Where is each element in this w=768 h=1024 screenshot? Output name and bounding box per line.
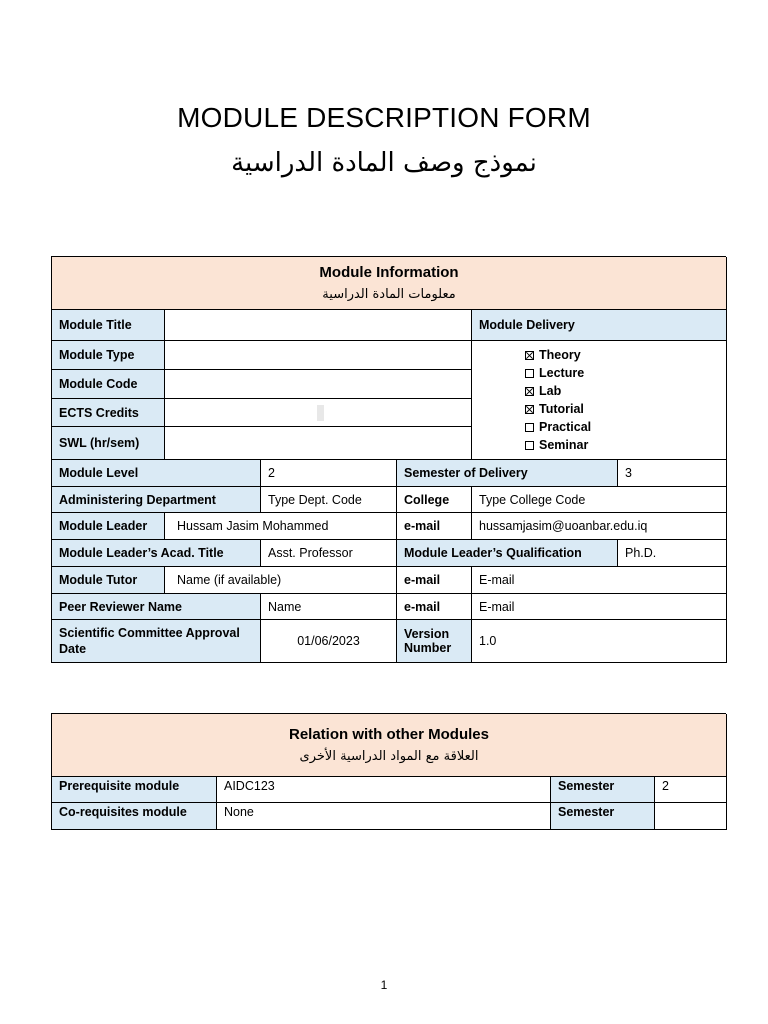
college-value[interactable]: Type College Code: [472, 487, 727, 513]
semester-of-delivery-label: Semester of Delivery: [397, 460, 618, 487]
module-level-label: Module Level: [52, 460, 261, 487]
delivery-option-label: Tutorial: [539, 402, 584, 416]
prerequisite-semester-label: Semester: [551, 777, 655, 803]
text-cursor-mark: [317, 405, 324, 421]
module-title-value[interactable]: [165, 310, 472, 341]
checkbox-icon: [525, 387, 534, 396]
corequisite-semester-value[interactable]: [655, 803, 727, 830]
delivery-option-practical[interactable]: [525, 418, 591, 436]
tutor-email-value[interactable]: E-mail: [472, 567, 727, 594]
page-number: 1: [380, 978, 388, 992]
relation-modules-table: [51, 713, 726, 830]
module-information-table: [51, 256, 726, 663]
delivery-option-label: Seminar: [539, 438, 589, 452]
semester-of-delivery-value[interactable]: 3: [618, 460, 727, 487]
checkbox-icon: [525, 351, 534, 360]
peer-reviewer-label: Peer Reviewer Name: [52, 594, 261, 620]
module-code-value[interactable]: [165, 370, 472, 399]
relation-header: [52, 714, 727, 777]
module-leader-value[interactable]: Hussam Jasim Mohammed: [165, 513, 397, 540]
approval-date-label: Scientific Committee Approval Date: [52, 620, 261, 663]
module-delivery-options: [472, 341, 727, 460]
approval-date-value[interactable]: 01/06/2023: [261, 620, 397, 663]
leader-acad-title-label: Module Leader’s Acad. Title: [52, 540, 261, 567]
leader-qualification-label: Module Leader’s Qualification: [397, 540, 618, 567]
prerequisite-label: Prerequisite module: [52, 777, 217, 803]
college-label: College: [397, 487, 472, 513]
delivery-option-label: Lab: [539, 384, 562, 398]
delivery-option-tutorial[interactable]: [525, 400, 584, 418]
delivery-option-lab[interactable]: [525, 382, 561, 400]
form-title-arabic: نموذج وصف المادة الدراسية: [231, 148, 537, 178]
ects-credits-value[interactable]: [165, 399, 472, 427]
module-title-label: Module Title: [52, 310, 165, 341]
leader-email-value[interactable]: hussamjasim@uoanbar.edu.iq: [472, 513, 727, 540]
module-type-value[interactable]: [165, 341, 472, 370]
form-title-english: MODULE DESCRIPTION FORM: [177, 102, 591, 133]
delivery-option-label: Theory: [539, 348, 581, 362]
administering-department-value[interactable]: Type Dept. Code: [261, 487, 397, 513]
corequisite-label: Co-requisites module: [52, 803, 217, 830]
checkbox-icon: [525, 369, 534, 378]
module-leader-label: Module Leader: [52, 513, 165, 540]
relation-header-ar: العلاقة مع المواد الدراسية الأخرى: [299, 749, 479, 764]
leader-acad-title-value[interactable]: Asst. Professor: [261, 540, 397, 567]
tutor-email-label: e-mail: [397, 567, 472, 594]
checkbox-icon: [525, 423, 534, 432]
leader-email-label: e-mail: [397, 513, 472, 540]
corequisite-value[interactable]: None: [217, 803, 551, 830]
corequisite-semester-label: Semester: [551, 803, 655, 830]
relation-header-en: Relation with other Modules: [288, 726, 489, 743]
swl-label: SWL (hr/sem): [52, 427, 165, 460]
prerequisite-value[interactable]: AIDC123: [217, 777, 551, 803]
peer-reviewer-value[interactable]: Name: [261, 594, 397, 620]
reviewer-email-value[interactable]: E-mail: [472, 594, 727, 620]
checkbox-icon: [525, 441, 534, 450]
module-information-header-en: Module Information: [319, 264, 459, 281]
version-number-value[interactable]: 1.0: [472, 620, 727, 663]
module-level-value[interactable]: 2: [261, 460, 397, 487]
delivery-option-theory[interactable]: [525, 346, 581, 364]
delivery-option-label: Lecture: [539, 366, 585, 380]
module-type-label: Module Type: [52, 341, 165, 370]
module-delivery-label: Module Delivery: [472, 310, 727, 341]
checkbox-icon: [525, 405, 534, 414]
ects-credits-label: ECTS Credits: [52, 399, 165, 427]
module-information-header-ar: معلومات المادة الدراسية: [322, 287, 456, 302]
module-code-label: Module Code: [52, 370, 165, 399]
swl-value[interactable]: [165, 427, 472, 460]
module-tutor-label: Module Tutor: [52, 567, 165, 594]
module-information-header: [52, 257, 727, 310]
module-tutor-value[interactable]: Name (if available): [165, 567, 397, 594]
version-number-label: Version Number: [397, 620, 472, 663]
delivery-option-label: Practical: [539, 420, 592, 434]
leader-qualification-value[interactable]: Ph.D.: [618, 540, 727, 567]
delivery-option-seminar[interactable]: [525, 436, 588, 454]
administering-department-label: Administering Department: [52, 487, 261, 513]
reviewer-email-label: e-mail: [397, 594, 472, 620]
prerequisite-semester-value[interactable]: 2: [655, 777, 727, 803]
delivery-option-lecture[interactable]: [525, 364, 584, 382]
